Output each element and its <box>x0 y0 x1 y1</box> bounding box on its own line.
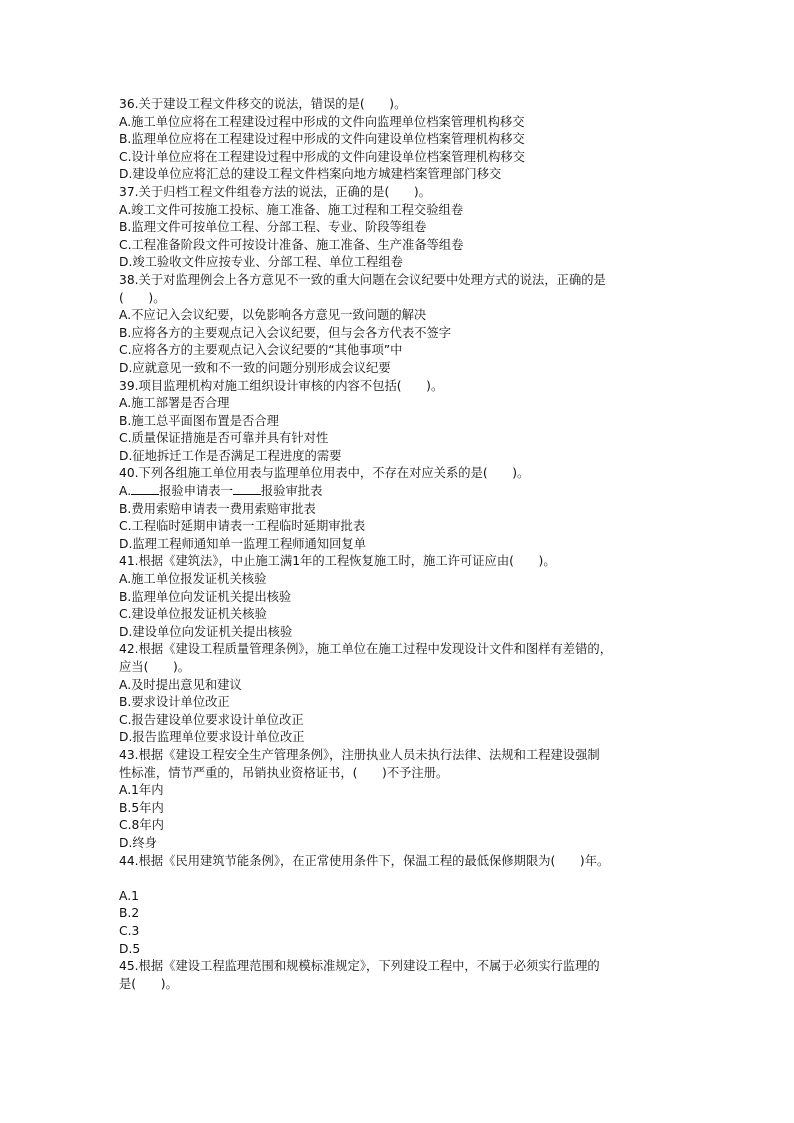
question-text: 37.关于归档工程文件组卷方法的说法，正确的是( )。 <box>119 184 431 199</box>
text-line: B.监理单位向发证机关提出核验 <box>119 589 292 604</box>
text-line: C.应将各方的主要观点记入会议纪要的“其他事项”中 <box>119 343 403 358</box>
text-line: B.施工总平面图布置是否合理 <box>119 413 279 428</box>
question-text: 43.根据《建设工程安全生产管理条例》，注册执业人员未执行法律、法规和工程建设强制 <box>119 747 600 762</box>
text-line: 是( )。 <box>119 976 178 991</box>
text-line: C.工程临时延期申请表一工程临时延期审批表 <box>119 519 366 534</box>
text-line: D.竣工验收文件应按专业、分部工程、单位工程组卷 <box>119 255 403 270</box>
question-text: 38.关于对监理例会上各方意见不一致的重大问题在会议纪要中处理方式的说法，正确的是 <box>119 272 606 287</box>
text-line: A.竣工文件可按施工投标、施工准备、施工过程和工程交验组卷 <box>119 202 464 217</box>
question-text: 41.根据《建筑法》，中止施工满1年的工程恢复施工时，施工许可证应由( )。 <box>119 554 556 569</box>
text-line: B.要求设计单位改正 <box>119 695 230 710</box>
text-line: D.建设单位向发证机关提出核验 <box>119 624 293 639</box>
question-text: 39.项目监理机构对施工组织设计审核的内容不包括( )。 <box>119 378 444 393</box>
text-line: B.5年内 <box>119 800 164 815</box>
text-line: B.2 <box>119 906 140 921</box>
text-line: D.应就意见一致和不一致的问题分别形成会议纪要 <box>119 360 391 375</box>
exam-page <box>119 96 679 993</box>
text-line: D.终身 <box>119 835 157 850</box>
text-line: D.监理工程师通知单一监理工程师通知回复单 <box>119 536 367 551</box>
q40-option-a <box>119 483 679 501</box>
text-line: A.及时提出意见和建议 <box>119 677 242 692</box>
option-text: 报验审批表 <box>260 484 323 499</box>
option-prefix: A. <box>119 484 132 499</box>
text-line: C.3 <box>119 923 140 938</box>
text-line: D.5 <box>119 941 141 956</box>
fill-blank <box>131 483 159 495</box>
text-line: B.监理单位应将在工程建设过程中形成的文件向建设单位档案管理机构移交 <box>119 132 525 147</box>
option-text: 报验申请表一 <box>159 484 233 499</box>
text-line: 性标准，情节严重的，吊销执业资格证书，( )不予注册。 <box>119 765 449 780</box>
text-line: A.不应记入会议纪要，以免影响各方意见一致问题的解决 <box>119 308 427 323</box>
text-line: A.1年内 <box>119 783 164 798</box>
text-line: A.施工部署是否合理 <box>119 396 230 411</box>
fill-blank <box>233 483 261 495</box>
text-line: A.施工单位报发证机关核验 <box>119 572 267 587</box>
text-line: D.建设单位应将汇总的建设工程文件档案向地方城建档案管理部门移交 <box>119 167 502 182</box>
text-line: ( )。 <box>119 290 166 305</box>
text-line: C.报告建设单位要求设计单位改正 <box>119 712 304 727</box>
text-line: C.建设单位报发证机关核验 <box>119 607 267 622</box>
text-line: B.费用索赔申请表一费用索赔审批表 <box>119 501 316 516</box>
text-line: C.质量保证措施是否可靠并具有针对性 <box>119 431 329 446</box>
text-line: 应当( )。 <box>119 660 191 674</box>
text-line: D.征地拆迁工作是否满足工程进度的需要 <box>119 448 342 463</box>
question-text: 40.下列各组施工单位用表与监理单位用表中，不存在对应关系的是( )。 <box>119 466 530 481</box>
text-line: C.工程准备阶段文件可按设计准备、施工准备、生产准备等组卷 <box>119 237 464 252</box>
text-line: D.报告监理单位要求设计单位改正 <box>119 730 305 745</box>
question-text: 44.根据《民用建筑节能条例》，在正常使用条件下，保温工程的最低保修期限为( )年。 <box>119 853 610 868</box>
text-line: B.监理文件可按单位工程、分部工程、专业、阶段等组卷 <box>119 220 427 235</box>
question-text: 45.根据《建设工程监理范围和规模标准规定》，下列建设工程中，不属于必须实行监理的 <box>119 959 600 974</box>
blank-line <box>119 870 679 888</box>
text-line: A.施工单位应将在工程建设过程中形成的文件向监理单位档案管理机构移交 <box>119 114 525 129</box>
question-text: 36.关于建设工程文件移交的说法，错误的是( )。 <box>119 97 407 111</box>
text-line: B.应将各方的主要观点记入会议纪要，但与会各方代表不签字 <box>119 325 452 340</box>
question-text: 42.根据《建设工程质量管理条例》，施工单位在施工过程中发现设计文件和图样有差错的， <box>119 642 612 657</box>
text-line: C.8年内 <box>119 818 164 833</box>
text-line: C.设计单位应将在工程建设过程中形成的文件向建设单位档案管理机构移交 <box>119 149 525 164</box>
text-line: A.1 <box>119 888 139 903</box>
